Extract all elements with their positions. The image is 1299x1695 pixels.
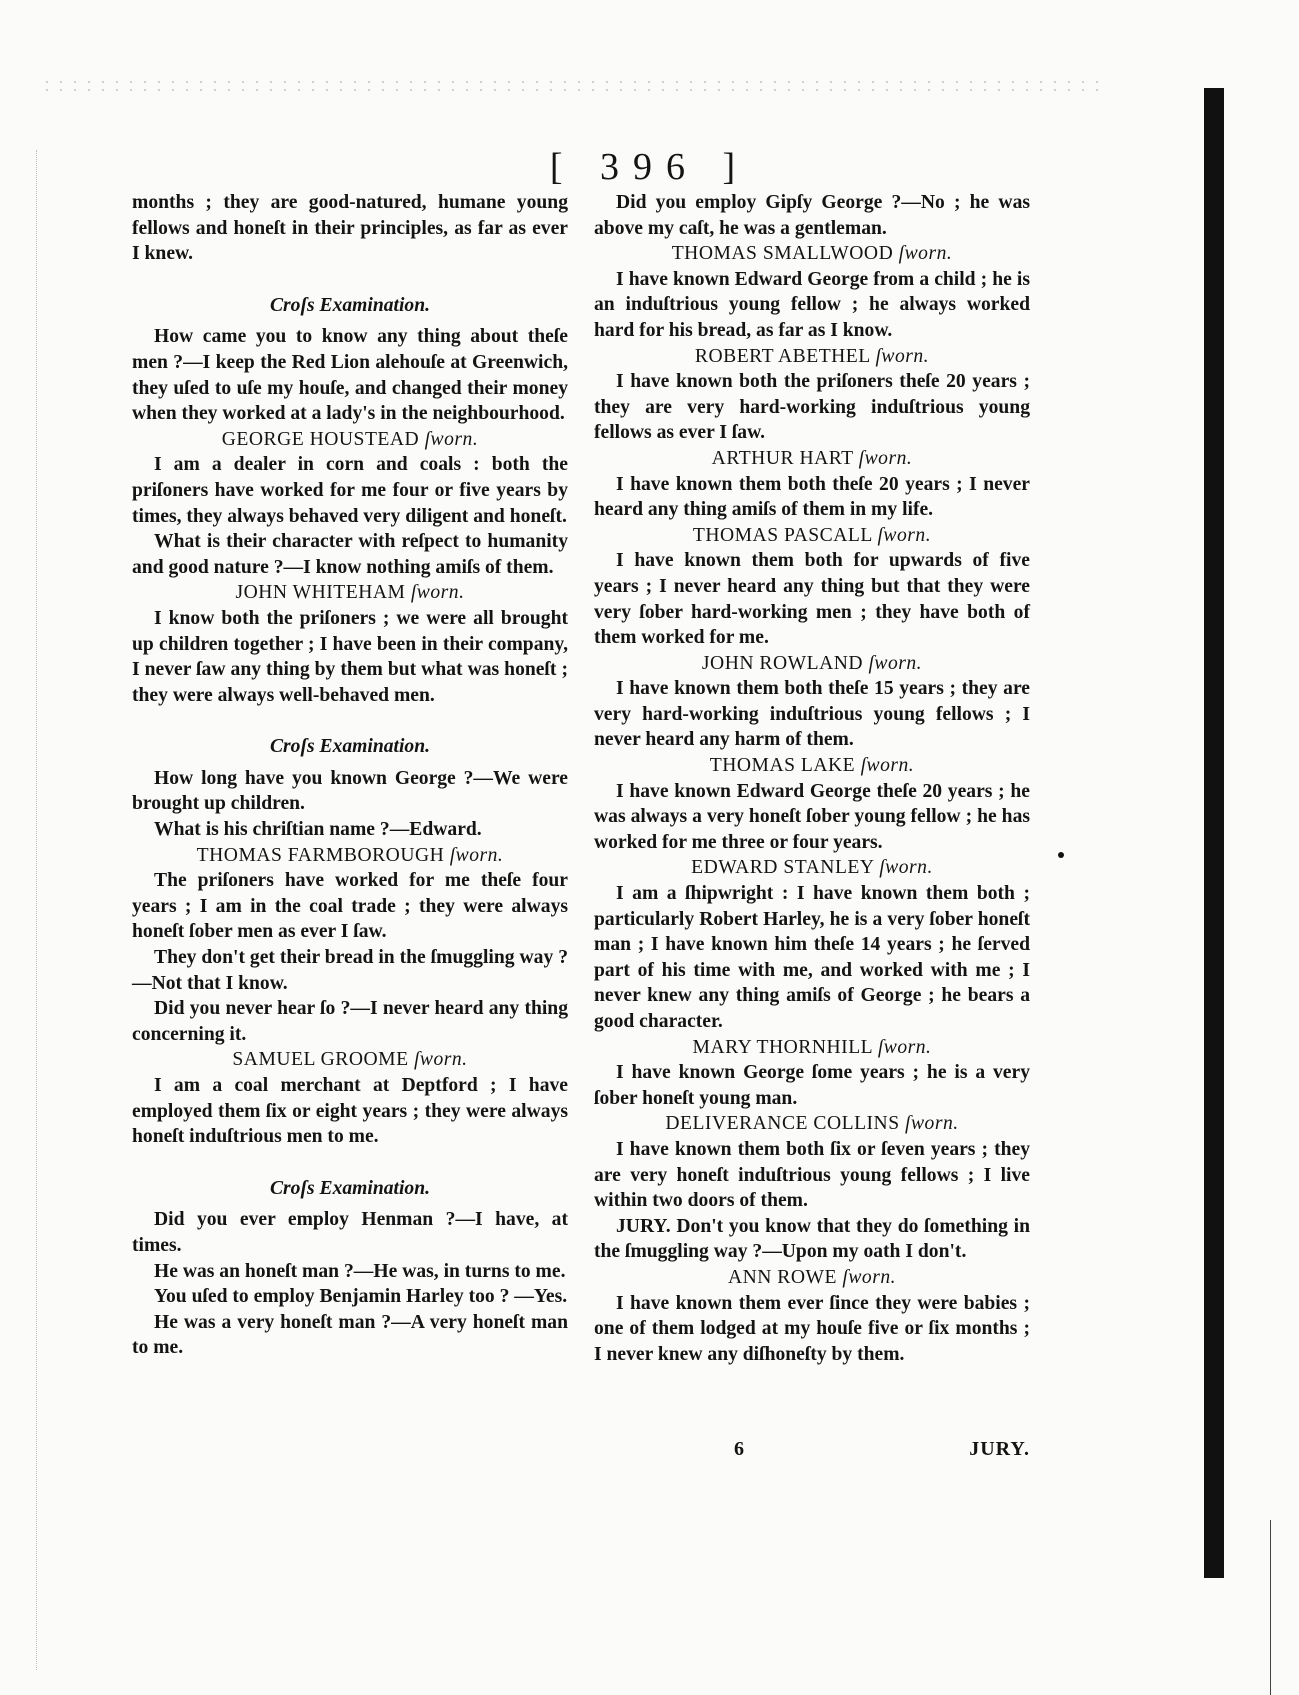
sworn-label: ſworn. (424, 428, 479, 450)
left-margin-marks (36, 150, 53, 1670)
witness-heading (594, 446, 1030, 472)
witness-name: THOMAS FARMBOROUGH (196, 844, 445, 866)
page-number: [ 396 ] (549, 146, 750, 188)
catchword: JURY. (969, 1438, 1030, 1460)
sworn-label: ſworn. (868, 652, 923, 674)
testimony-paragraph: He was a very honeſt man ?—A very honeſt man to me. (132, 1311, 568, 1359)
testimony-paragraph: I am a ſhipwright : I have known them both ; particularly Robert Harley, he is a very ſober honeſt man ; I have known him theſe 14 years ; he ſerved part of his time with me, and worked with me ; I never knew any thing amiſs of George ; he bears a good character. (594, 883, 1030, 1032)
witness-heading (594, 855, 1030, 881)
sworn-label: ſworn. (898, 243, 953, 265)
scan-edge-line (1270, 1520, 1271, 1695)
testimony-paragraph: I have known them both theſe 15 years ; they are very hard-working induſtrious young fellows ; I never heard any harm of them. (594, 678, 1030, 751)
testimony-paragraph: I have known both the priſoners theſe 20 years ; they are very hard-working induſtrious young fellows as ever I ſaw. (594, 371, 1030, 444)
witness-heading (132, 427, 568, 453)
witness-heading (594, 344, 1030, 370)
witness-heading (132, 580, 568, 606)
testimony-paragraph: I have known them both ſix or ſeven years ; they are very honeſt induſtrious young fellows ; I live within two doors of them. (594, 1138, 1030, 1212)
witness-heading (594, 1035, 1030, 1061)
testimony-paragraph: Did you never hear ſo ?—I never heard any thing concerning it. (132, 998, 568, 1045)
testimony-paragraph: He was an honeſt man ?—He was, in turns to me. (154, 1260, 566, 1282)
witness-heading (132, 1047, 568, 1073)
witness-name: THOMAS LAKE (709, 755, 856, 777)
signature-mark: 6 (734, 1438, 744, 1460)
right-column (594, 190, 1030, 1367)
witness-heading (594, 241, 1030, 267)
witness-name: ANN ROWE (727, 1266, 837, 1288)
left-column (132, 190, 568, 1361)
witness-heading (594, 753, 1030, 779)
witness-name: ARTHUR HART (711, 447, 854, 469)
testimony-paragraph: I have known them both for upwards of five years ; I never heard any thing but that they were very ſober hard-working men ; they have both of them worked for me. (594, 550, 1030, 649)
witness-heading (594, 523, 1030, 549)
witness-heading (594, 651, 1030, 677)
sworn-label: ſworn. (842, 1266, 897, 1288)
testimony-paragraph: months ; they are good-natured, humane young fellows and honeſt in their principles, as far as ever I knew. (132, 192, 568, 265)
witness-name: THOMAS SMALLWOOD (671, 243, 894, 265)
testimony-paragraph: I have known Edward George from a child ; he is an induſtrious young fellow ; he always worked hard for his bread, as far as I know. (594, 268, 1030, 341)
testimony-paragraph: I have known George ſome years ; he is a very ſober honeſt young man. (594, 1062, 1030, 1109)
ink-dot (1058, 852, 1064, 858)
witness-heading (132, 843, 568, 869)
witness-heading (594, 1111, 1030, 1137)
sworn-label: ſworn. (449, 844, 504, 866)
witness-name: THOMAS PASCALL (692, 524, 873, 546)
witness-name: SAMUEL GROOME (232, 1049, 409, 1071)
binding-edge-bar (1204, 88, 1224, 1578)
witness-name: ROBERT ABETHEL (694, 345, 871, 367)
witness-name: JOHN ROWLAND (701, 652, 864, 674)
sworn-label: ſworn. (860, 755, 915, 777)
sworn-label: ſworn. (410, 582, 465, 604)
testimony-paragraph: They don't get their bread in the ſmuggling way ?—Not that I know. (132, 947, 568, 994)
cross-examination-heading: Croſs Examination. (269, 294, 431, 316)
cross-examination-heading: Croſs Examination. (269, 736, 431, 758)
print-specks (40, 78, 1100, 92)
testimony-paragraph: How came you to know any thing about theſe men ?—I keep the Red Lion alehouſe at Greenwich, they uſed to uſe my houſe, and changed their money when they worked at a lady's in the neighbourhood. (132, 326, 568, 425)
testimony-paragraph: I am a dealer in corn and coals : both the priſoners have worked for me four or five years by times, they always behaved very diligent and honeſt. (132, 454, 568, 527)
witness-name: MARY THORNHILL (692, 1036, 873, 1058)
witness-name: DELIVERANCE COLLINS (665, 1113, 900, 1135)
witness-name: GEORGE HOUSTEAD (221, 428, 420, 450)
testimony-paragraph: How long have you known George ?—We were brought up children. (132, 767, 568, 815)
testimony-paragraph: JURY. Don't you know that they do ſomething in the ſmuggling way ?—Upon my oath I don't. (594, 1215, 1030, 1263)
testimony-paragraph: I have known Edward George theſe 20 years ; he was always a very honeſt ſober young fellow ; he has worked for me three or four years. (594, 780, 1030, 853)
testimony-paragraph: I know both the priſoners ; we were all brought up children together ; I have been in their company, I never ſaw any thing by them but what was honeſt ; they were always well-behaved men. (132, 607, 568, 706)
testimony-paragraph: The priſoners have worked for me theſe four years ; I am in the coal trade ; they were always honeſt ſober men as ever I ſaw. (132, 870, 568, 943)
testimony-paragraph: I am a coal merchant at Deptford ; I have employed them ſix or eight years ; they were always honeſt induſtrious men to me. (132, 1075, 568, 1148)
sworn-label: ſworn. (875, 345, 930, 367)
sworn-label: ſworn. (877, 524, 932, 546)
witness-heading (594, 1265, 1030, 1291)
sworn-label: ſworn. (879, 857, 933, 879)
testimony-paragraph: Did you ever employ Henman ?—I have, at times. (132, 1209, 568, 1256)
testimony-paragraph: I have known them both theſe 20 years ; I never heard any thing amiſs of them in my life. (594, 473, 1030, 521)
cross-examination-heading: Croſs Examination. (269, 1177, 431, 1199)
sworn-label: ſworn. (413, 1049, 468, 1071)
witness-name: EDWARD STANLEY (691, 857, 874, 879)
testimony-paragraph: I have known them ever ſince they were babies ; one of them lodged at my houſe five or ſix months ; I never knew any diſhoneſty by them. (594, 1292, 1030, 1365)
sworn-label: ſworn. (877, 1036, 932, 1058)
testimony-paragraph: Did you employ Gipſy George ?—No ; he was above my caſt, he was a gentleman. (594, 192, 1030, 239)
testimony-paragraph: What is their character with reſpect to humanity and good nature ?—I know nothing amiſs of them. (132, 531, 568, 578)
testimony-paragraph: You uſed to employ Benjamin Harley too ? —Yes. (154, 1286, 568, 1308)
sworn-label: ſworn. (905, 1113, 959, 1135)
witness-name: JOHN WHITEHAM (235, 582, 406, 604)
sworn-label: ſworn. (858, 447, 913, 469)
testimony-paragraph: What is his chriſtian name ?—Edward. (154, 819, 482, 841)
